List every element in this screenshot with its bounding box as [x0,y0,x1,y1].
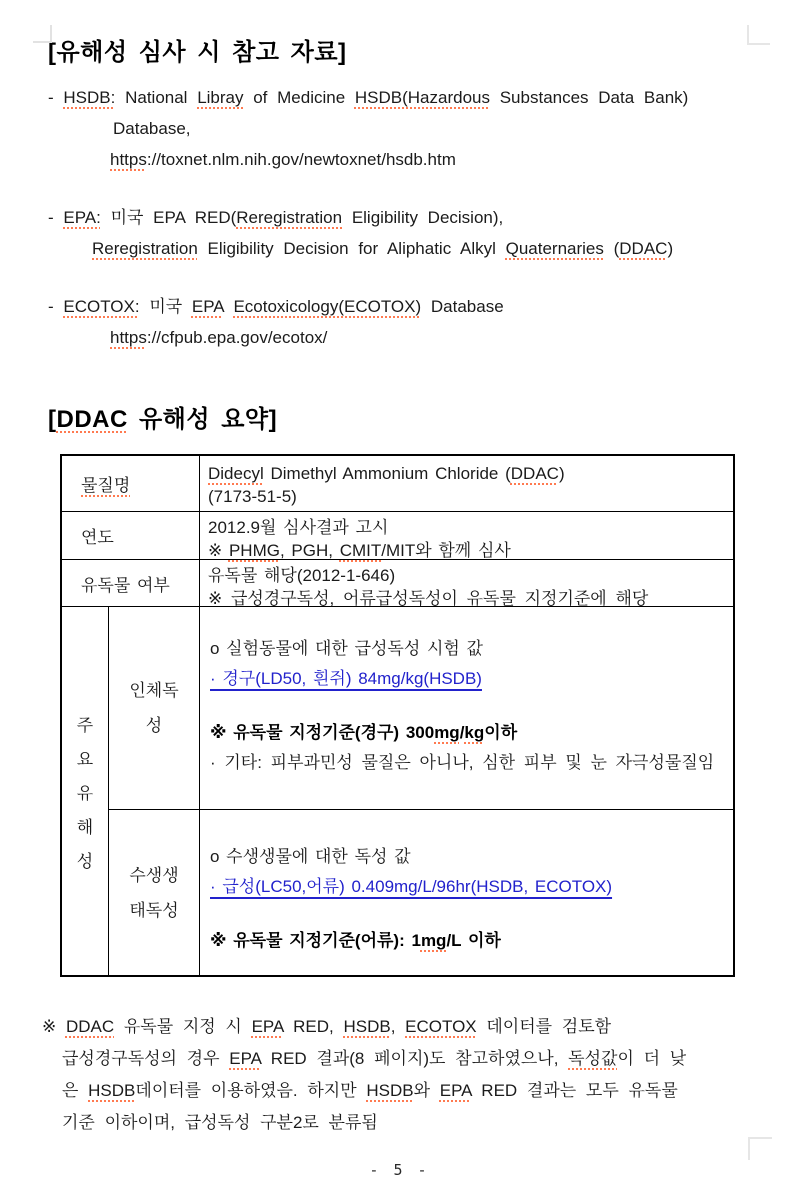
vertical-char: 유 [76,783,94,803]
vertical-char: 해 [76,817,94,837]
table-cell-human-toxicity [200,607,733,809]
table-subrow-human-toxicity [109,607,733,809]
vertical-char: 성 [76,851,94,871]
table-label-year: 연도 [62,512,200,559]
vertical-char: 주 [76,715,94,735]
table-label-toxic-status: 유독물 여부 [62,560,200,606]
reference-section-title: [유해성 심사 시 참고 자료] [48,39,347,66]
footnote-line: 급성경구독성의 경우 EPA RED 결과(8 페이지)도 참고하였으나, 독성값이 더 낮 [62,1049,687,1068]
cas-number: (7173-51-5) [208,487,297,506]
text-line: ※ 급성경구독성, 어류급성독성이 유독물 지정기준에 해당 [208,589,649,608]
text-line: - ECOTOX: 미국 EPA Ecotoxicology(ECOTOX) Database [48,297,504,316]
text-line: Didecyl Dimethyl Ammonium Chloride (DDAC) [208,464,565,483]
reference-item-epa [48,202,750,264]
table-cell-substance [200,456,733,511]
label-line: 성 [145,716,163,735]
text-line: ※ 유독물 지정기준(경구) 300mg/kg이하 [210,723,518,742]
label-line: 인체독 [129,681,179,700]
fish-toxicity-link[interactable]: · 급성(LC50,어류) 0.409mg/L/96hr(HSDB, ECOTOX) [210,877,613,896]
crop-mark-top-left [33,25,52,43]
vertical-char: 요 [76,749,94,769]
text-line: - EPA: 미국 EPA RED(Reregistration Eligibility Decision), [48,208,504,227]
footnote-line: ※ DDAC 유독물 지정 시 EPA RED, HSDB, ECOTOX 데이터를 검토함 [42,1017,612,1036]
text-line: Reregistration Eligibility Decision for Aliphatic Alkyl Quaternaries (DDAC) [92,239,674,258]
hsdb-url-text: https://toxnet.nlm.nih.gov/newtoxnet/hsdb.htm [110,150,456,169]
crop-mark-top-right [747,25,770,45]
reference-item-hsdb [48,82,750,175]
table-row-substance [62,456,733,511]
ecotox-url-text: https://cfpub.epa.gov/ecotox/ [110,328,328,347]
table-row-major-hazard [62,606,733,975]
label-line: 태독성 [129,900,179,920]
crop-mark-bottom-right [748,1137,772,1160]
text-line: - HSDB: National Libray of Medicine HSDB(Hazardous Substances Data Bank) [48,88,689,107]
text-line: o 수생생물에 대한 독성 값 [210,847,411,866]
table-subrow-aquatic-toxicity [109,809,733,975]
table-label-substance: 물질명 [62,456,200,511]
table-row-year [62,511,733,559]
table-label-major-hazard [62,607,109,975]
text-line: o 실험동물에 대한 급성독성 시험 값 [210,639,483,658]
table-cell-toxic-status [200,560,733,606]
page-number: - 5 - [369,1161,429,1179]
table-row-toxic-status [62,559,733,606]
label-line: 수생생 [129,865,179,885]
reference-item-ecotox [48,291,750,353]
summary-section-title: [DDAC 유해성 요약] [48,406,278,433]
oral-toxicity-link[interactable]: · 경구(LD50, 흰쥐) 84mg/kg(HSDB) [210,669,482,688]
hazard-summary-table [60,454,735,977]
table-label-human-toxicity [109,607,200,809]
footnote-line: 은 HSDB데이터를 이용하였음. 하지만 HSDB와 EPA RED 결과는 모두 유독물 [62,1081,678,1100]
text-line: 2012.9월 심사결과 고시 [208,518,389,537]
footnote-block [42,1011,750,1139]
text-line: · 기타: 피부과민성 물질은 아니나, 심한 피부 및 눈 자극성물질임 [210,753,715,772]
text-line: ※ 유독물 지정기준(어류): 1mg/L 이하 [210,931,501,950]
text-line: 유독물 해당(2012-1-646) [208,566,396,585]
table-label-aquatic-toxicity [109,810,200,975]
table-cell-aquatic-toxicity [200,810,733,975]
text-line: ※ PHMG, PGH, CMIT/MIT와 함께 심사 [208,541,511,560]
footnote-line: 기준 이하이며, 급성독성 구분2로 분류됨 [62,1113,378,1132]
text-line: Database, [113,119,191,138]
table-cell-year [200,512,733,559]
